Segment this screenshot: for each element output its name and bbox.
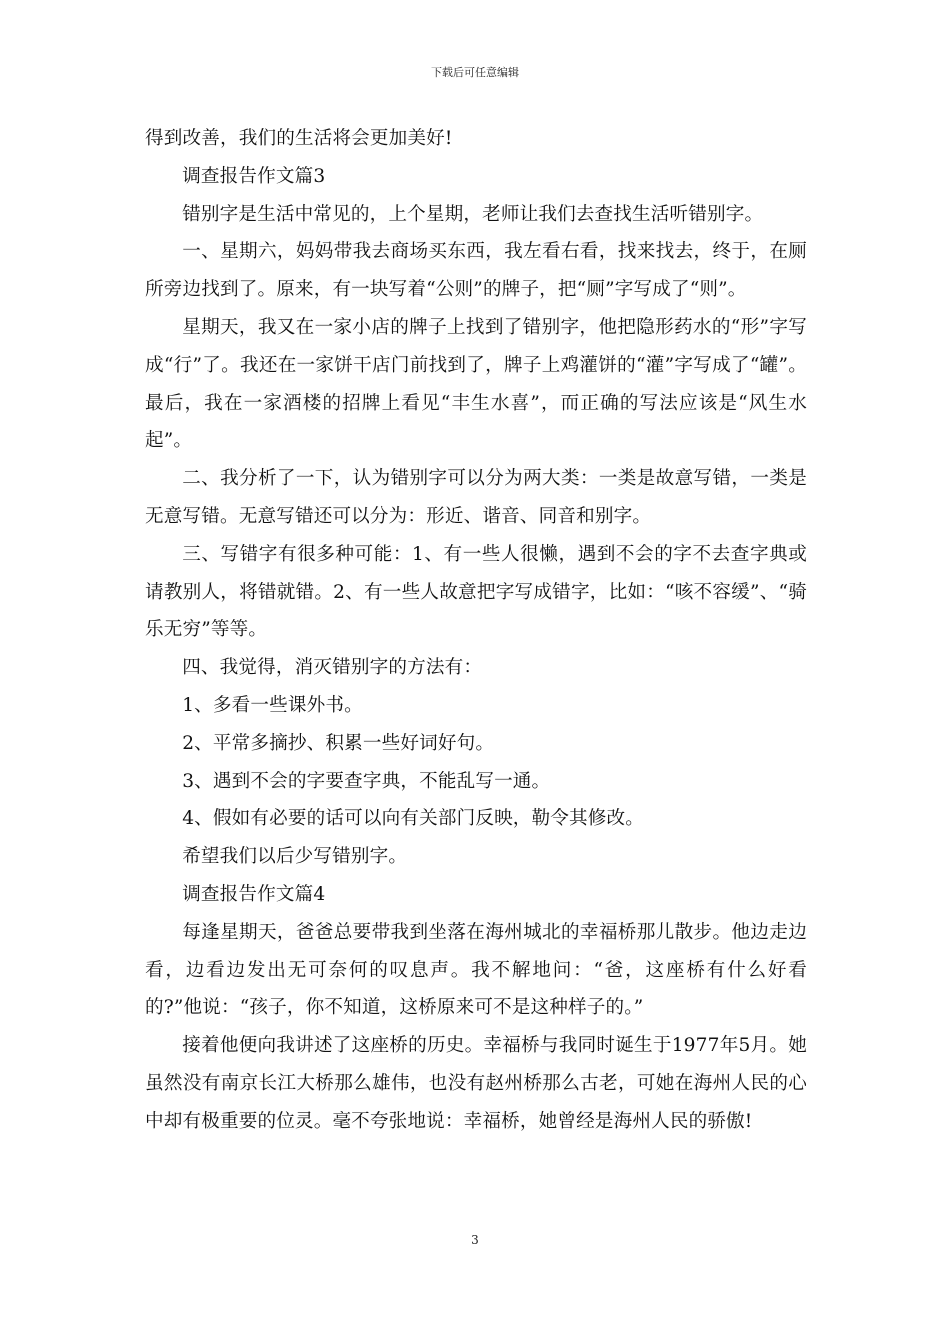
page-header: 下载后可任意编辑	[431, 66, 519, 79]
document-body	[145, 120, 807, 1141]
paragraph: 错别字是生活中常见的，上个星期，老师让我们去查找生活听错别字。	[182, 203, 764, 225]
paragraph: 每逢星期天，爸爸总要带我到坐落在海州城北的幸福桥那儿散步。他边走边看，边看边发出无可奈何的叹息声。我不解地问：“爸，这座桥有什么好看的?”他说：“孩子，你不知道，这桥原来可不是这种样子的。”	[145, 921, 807, 1019]
paragraph: 一、星期六，妈妈带我去商场买东西，我左看右看，找来找去，终于，在厕所旁边找到了。原来，有一块写着“公则”的牌子，把“厕”字写成了“则”。	[145, 241, 807, 301]
list-item: 3、遇到不会的字要查字典，不能乱写一通。	[182, 770, 551, 792]
section-heading-3: 调查报告作文篇3	[182, 165, 326, 187]
list-item: 4、假如有必要的话可以向有关部门反映，勒令其修改。	[182, 808, 645, 830]
paragraph: 四、我觉得，消灭错别字的方法有：	[182, 657, 483, 679]
paragraph: 希望我们以后少写错别字。	[182, 846, 408, 868]
paragraph-continuation: 得到改善，我们的生活将会更加美好!	[145, 128, 453, 149]
section-heading-4: 调查报告作文篇4	[182, 883, 326, 905]
paragraph: 接着他便向我讲述了这座桥的历史。幸福桥与我同时诞生于1977年5月。她虽然没有南京长江大桥那么雄伟，也没有赵州桥那么古老，可她在海州人民的心中却有极重要的位灵。毫不夸张地说：幸福桥，她曾经是海州人民的骄傲!	[145, 1035, 807, 1132]
paragraph: 三、写错字有很多种可能：1、有一些人很懒，遇到不会的字不去查字典或请教别人，将错就错。2、有一些人故意把字写成错字，比如：“咳不容缓”、“骑乐无穷”等等。	[145, 543, 807, 641]
paragraph: 二、我分析了一下，认为错别字可以分为两大类：一类是故意写错，一类是无意写错。无意写错还可以分为：形近、谐音、同音和别字。	[145, 468, 807, 527]
paragraph: 星期天，我又在一家小店的牌子上找到了错别字，他把隐形药水的“形”字写成“行”了。我还在一家饼干店门前找到了，牌子上鸡灌饼的“灌”字写成了“罐”。最后，我在一家酒楼的招牌上看见“丰生水喜”，而正确的写法应该是“风生水起”。	[145, 316, 807, 452]
page-number: 3	[471, 1233, 479, 1247]
list-item: 2、平常多摘抄、积累一些好词好句。	[182, 732, 495, 754]
list-item: 1、多看一些课外书。	[182, 694, 363, 716]
